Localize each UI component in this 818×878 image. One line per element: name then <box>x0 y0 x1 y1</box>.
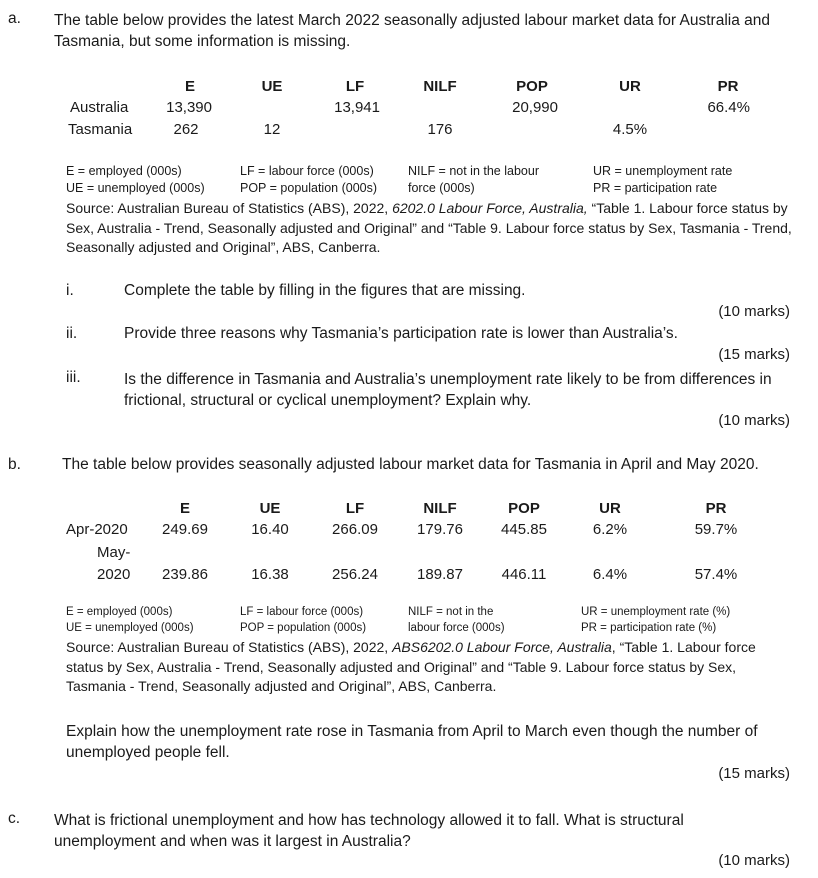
table-b-row-name: May- <box>97 544 131 561</box>
table-b-header-nilf: NILF <box>423 500 457 517</box>
legend-e: E = employed (000s) <box>66 606 173 618</box>
legend-lf: LF = labour force (000s) <box>240 606 364 618</box>
table-b-header-e: E <box>179 500 190 517</box>
table-a-row-name: Australia <box>70 99 129 116</box>
part-c-label: c. <box>8 810 21 827</box>
legend-pop: POP = population (000s) <box>240 181 378 195</box>
table-b-row-name: Apr-2020 <box>66 521 128 538</box>
table-a-cell-e: 13,390 <box>166 99 212 116</box>
question-a-i-text: Complete the table by filling in the figures that are missing. <box>124 282 526 299</box>
source-a-text-cont: “Table 1. Labour force status by Sex, Australia - Trend, Seasonally adjusted and Original” and “Table 9. Labour force status by Sex, Tasmania - Trend, Seasonally adjusted and Original”, ABS, Canberra. <box>66 200 792 255</box>
legend-e: E = employed (000s) <box>66 164 182 178</box>
table-a-header-ue: UE <box>261 78 283 95</box>
table-a-header-e: E <box>184 78 195 95</box>
table-a-header-lf: LF <box>345 78 365 95</box>
table-b-cell-pop: 446.11 <box>501 566 547 583</box>
table-b-cell-nilf: 179.76 <box>417 521 463 538</box>
source-b-text: Source: Australian Bureau of Statistics (ABS), 2022, <box>66 639 393 655</box>
table-b-cell-ur: 6.4% <box>592 566 628 583</box>
table-b-cell-pr: 59.7% <box>694 521 738 538</box>
part-b-intro: The table below provides seasonally adjusted labour market data for Tasmania in April and May 2020. <box>62 456 759 473</box>
legend-pr: PR = participation rate <box>593 181 718 195</box>
table-a-cell-lf: 13,941 <box>334 99 380 116</box>
question-a-ii-text: Provide three reasons why Tasmania’s participation rate is lower than Australia’s. <box>124 325 678 342</box>
source-a-text: Source: Australian Bureau of Statistics (ABS), 2022, <box>66 200 393 216</box>
table-b-header-pr: PR <box>705 500 727 517</box>
table-a-cell-nilf: 176 <box>427 121 453 138</box>
table-b-cell-e: 249.69 <box>162 521 208 538</box>
source-b-text-cont: , “Table 1. Labour force status by Sex, Australia - Trend, Seasonally adjusted and Original” and “Table 9. Labour force status by Sex, Tasmania - Trend, Seasonally adjusted and Original”, ABS, Canberra. <box>66 639 756 694</box>
table-b-header-ue: UE <box>259 500 281 517</box>
table-a-cell-pr: 66.4% <box>707 99 750 116</box>
question-b-text: Explain how the unemployment rate rose in Tasmania from April to March even though the number of unemployed people fell. <box>66 723 758 761</box>
part-a-label: a. <box>8 10 21 27</box>
question-a-iii-num: iii. <box>66 369 81 386</box>
legend-nilf-cont: force (000s) <box>408 181 475 195</box>
table-b-header-lf: LF <box>345 500 365 517</box>
question-a-i-num: i. <box>66 282 74 299</box>
table-a-header-ur: UR <box>619 78 641 95</box>
legend-lf: LF = labour force (000s) <box>240 164 374 178</box>
source-b-title: ABS6202.0 Labour Force, Australia <box>392 639 612 655</box>
table-a-cell-pop: 20,990 <box>512 99 558 116</box>
legend-ur: UR = unemployment rate (%) <box>581 606 731 618</box>
table-b-cell-nilf: 189.87 <box>417 566 463 583</box>
question-a-ii-marks: (15 marks) <box>718 346 790 363</box>
source-b <box>66 638 786 697</box>
table-a-cell-e: 262 <box>173 121 199 138</box>
table-b-cell-lf: 266.09 <box>332 521 378 538</box>
question-c-text: What is frictional unemployment and how has technology allowed it to fall. What is structural unemployment and when was it largest in Australia? <box>54 812 684 850</box>
table-a-row-name: Tasmania <box>68 121 133 138</box>
table-a-header-pop: POP <box>516 78 548 95</box>
legend-ur: UR = unemployment rate <box>593 164 733 178</box>
table-a-header-pr: PR <box>717 78 739 95</box>
legend-ue: UE = unemployed (000s) <box>66 622 194 634</box>
table-b-cell-pop: 445.85 <box>501 521 547 538</box>
legend-pr: PR = participation rate (%) <box>581 622 717 634</box>
table-b-header-pop: POP <box>508 500 540 517</box>
part-a-intro: The table below provides the latest March 2022 seasonally adjusted labour market data for Australia and Tasmania, but some information is missing. <box>54 12 771 50</box>
legend-pop: POP = population (000s) <box>240 622 367 634</box>
part-b-label: b. <box>8 456 21 473</box>
legend-nilf: NILF = not in the <box>408 606 494 618</box>
question-a-iii-marks: (10 marks) <box>718 412 790 429</box>
table-a-header-nilf: NILF <box>423 78 457 95</box>
table-a-cell-ur: 4.5% <box>612 121 648 138</box>
question-a-iii-text: Is the difference in Tasmania and Australia’s unemployment rate likely to be from differences in frictional, structural or cyclical unemployment? Explain why. <box>124 371 772 409</box>
question-c-marks: (10 marks) <box>718 852 790 869</box>
table-b-row-name-cont: 2020 <box>97 566 131 583</box>
table-b-cell-ue: 16.38 <box>251 566 289 583</box>
source-a <box>66 199 796 258</box>
source-a-title: 6202.0 Labour Force, Australia, <box>392 200 588 216</box>
legend-ue: UE = unemployed (000s) <box>66 181 205 195</box>
table-b-cell-ue: 16.40 <box>251 521 289 538</box>
table-b-header-ur: UR <box>599 500 621 517</box>
question-a-ii-num: ii. <box>66 325 78 342</box>
table-b-cell-e: 239.86 <box>162 566 208 583</box>
table-b-cell-ur: 6.2% <box>592 521 628 538</box>
legend-nilf-cont: labour force (000s) <box>408 622 505 634</box>
question-a-i-marks: (10 marks) <box>718 303 790 320</box>
legend-nilf: NILF = not in the labour <box>408 164 539 178</box>
table-a-cell-ue: 12 <box>263 121 281 138</box>
table-b-cell-pr: 57.4% <box>694 566 738 583</box>
table-b-cell-lf: 256.24 <box>332 566 378 583</box>
question-b-marks: (15 marks) <box>718 765 790 782</box>
